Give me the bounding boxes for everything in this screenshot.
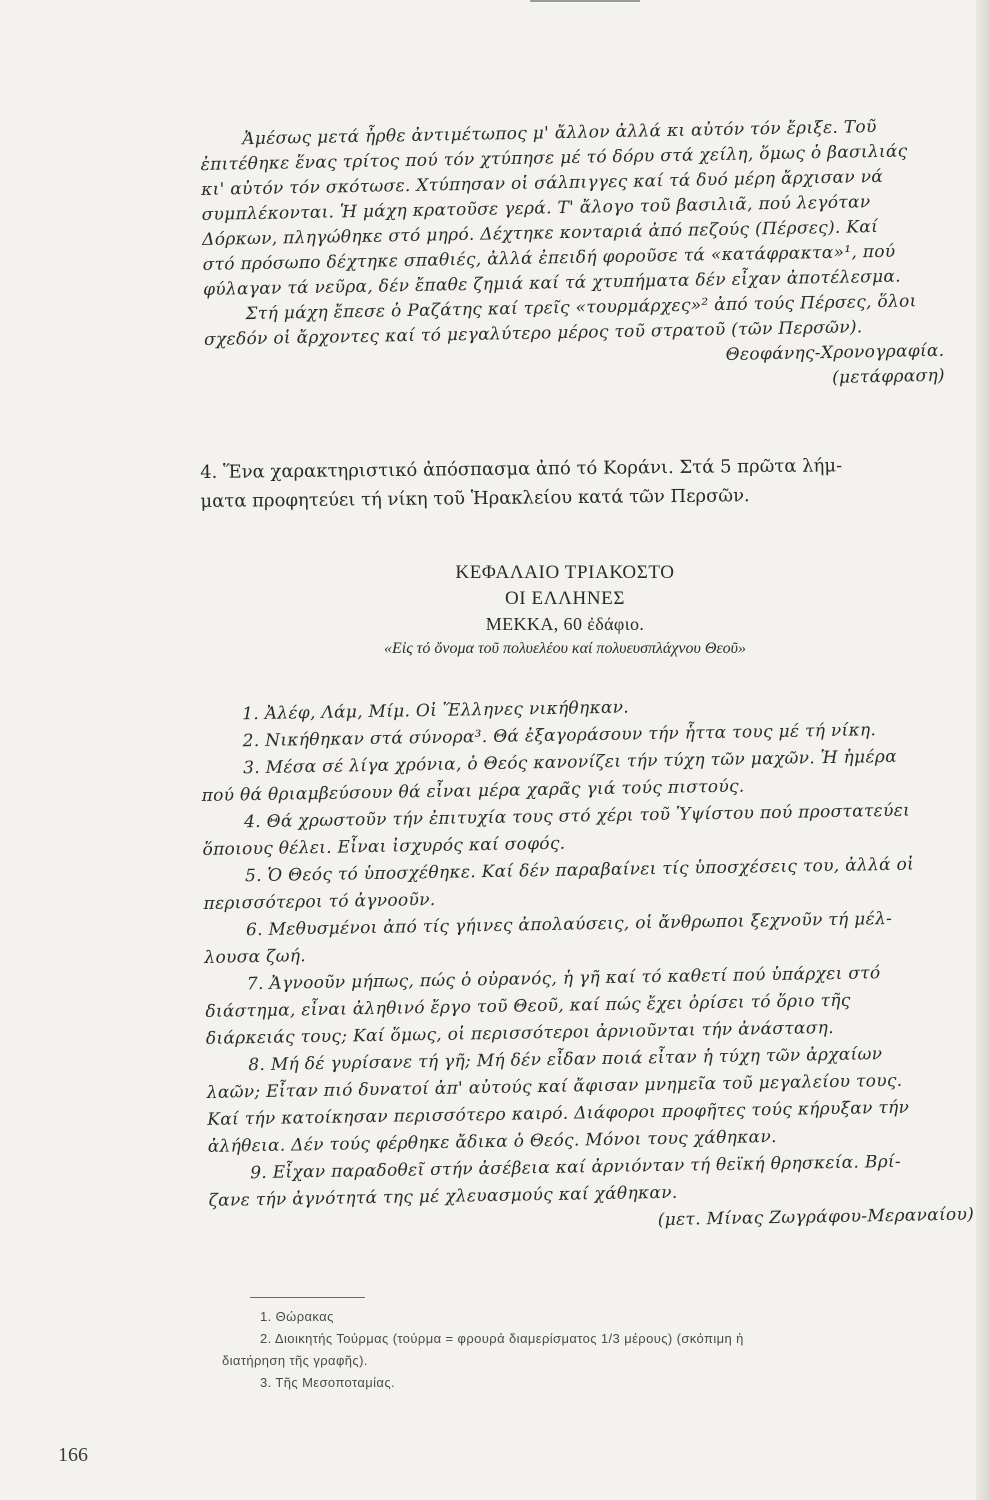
chapter-location: ΜΕΚΚΑ, 60 ἐδάφιο. — [485, 614, 645, 634]
translator-credit: (μετ. Μίνας Ζωγράφου-Μεραναίου) — [657, 1204, 975, 1231]
quote-source: Θεοφάνης-Χρονογραφία. — [725, 340, 945, 365]
footnote: 3. Τῆς Μεσοποταμίας. — [260, 1375, 396, 1390]
verse-line: 6. Μεθυσμένοι ἀπό τίς γήινες ἀπολαύσεις, οἱ ἄνθρωποι ξεχνοῦν τή μέλ- — [245, 908, 893, 941]
chapter-invocation: «Εἰς τό ὄνομα τοῦ πολυελέου καί πολυευσπλάχνου Θεοῦ» — [383, 640, 747, 657]
verse-line: 2. Νικήθηκαν στά σύνορα³. Θά ἐξαγοράσουν τήν ἧττα τους μέ τή νίκη. — [242, 720, 877, 752]
footnote-rule — [250, 1297, 365, 1298]
chapter-title: ΚΕΦΑΛΑΙΟ ΤΡΙΑΚΟΣΤΟ — [455, 562, 675, 583]
verse-line: πού θά θριαμβεύσουν θά εἶναι μέρα χαρᾶς γιά τούς πιστούς. — [201, 776, 745, 806]
footnote: διατήρηση τῆς γραφῆς). — [222, 1353, 368, 1368]
chronicle-quote — [200, 113, 965, 403]
note-4 — [200, 450, 961, 516]
verse-line: 9. Εἶχαν παραδοθεῖ στήν ἀσέβεια καί ἀρνιόνταν τή θεϊκή θρησκεία. Βρί- — [250, 1151, 902, 1184]
footnote: 1. Θώρακας — [260, 1309, 334, 1324]
verse-line: λουσα ζωή. — [204, 946, 307, 968]
page-edge-shadow — [976, 0, 990, 1500]
chapter-subtitle: ΟΙ ΕΛΛΗΝΕΣ — [504, 588, 626, 609]
quote-line: κι' αὐτόν τόν σκότωσε. Χτύπησαν οἱ σάλπιγγες καί τά δυό μέρη ἄρχισαν νά — [200, 166, 884, 200]
page-number: 166 — [58, 1444, 88, 1466]
quote-line: συμπλέκονται. Ἡ μάχη κρατοῦσε γερά. Τ' ἄλογο τοῦ βασιλιᾶ, πού λεγόταν — [201, 192, 871, 225]
quote-line: σχεδόν οἱ ἄρχοντες καί τό μεγαλύτερο μέρος τοῦ στρατοῦ (τῶν Περσῶν). — [203, 317, 863, 350]
verse-line: ὅποιους θέλει. Εἶναι ἰσχυρός καί σοφός. — [202, 833, 566, 860]
footnotes — [222, 1306, 972, 1394]
top-edge-mark — [530, 0, 640, 2]
note-4-line: 4. Ἕνα χαρακτηριστικό ἀπόσπασμα ἀπό τό Κοράνι. Στά 5 πρῶτα λήμ- — [200, 455, 843, 483]
verse-line: διάρκειάς τους; Καί ὅμως, οἱ περισσότεροι ἀρνιοῦνται τήν ἀνάσταση. — [205, 1017, 834, 1049]
verse-line: διάστημα, εἶναι ἀληθινό ἔργο τοῦ Θεοῦ, καί πώς ἔχει ὁρίσει τό ὅριο τῆς — [205, 990, 851, 1022]
koran-verses — [200, 689, 974, 1242]
quote-line: Ἀμέσως μετά ἦρθε ἀντιμέτωπος μ' ἄλλον ἀλλά κι αὐτόν τόν ἔριξε. Τοῦ — [242, 117, 877, 150]
quote-line: φύλαγαν τά νεῦρα, δέν ἔπαθε ζημιά καί τά χτυπήματα δέν εἶχαν ἀποτέλεσμα. — [202, 266, 902, 300]
verse-line: 7. Ἀγνοοῦν μήπως, πώς ὁ οὐρανός, ἡ γῆ καί τό καθετί πού ὑπάρχει στό — [246, 963, 881, 995]
verse-line: 5. Ὁ Θεός τό ὑποσχέθηκε. Καί δέν παραβαίνει τίς ὑποσχέσεις του, ἀλλά οἱ — [244, 854, 915, 887]
quote-line: ἐπιτέθηκε ἕνας τρίτος πού τόν χτύπησε μέ τό δόρυ στά χείλη, ὅμως ὁ βασιλιάς — [200, 141, 908, 175]
quote-line: Δόρκων, πληγώθηκε στό μηρό. Δέχτηκε κονταριά ἀπό πεζούς (Πέρσες). Καί — [201, 217, 879, 250]
verse-line: περισσότεροι τό ἀγνοοῦν. — [203, 889, 436, 914]
verse-line: ἀλήθεια. Δέν τούς φέρθηκε ἄδικα ὁ Θεός. Μόνοι τους χάθηκαν. — [207, 1127, 777, 1157]
note-4-line: ματα προφητεύει τή νίκη τοῦ Ἡρακλείου κατά τῶν Περσῶν. — [200, 485, 750, 512]
verse-line: 4. Θά χρωστοῦν τήν ἐπιτυχία τους στό χέρι τοῦ Ὑψίστου πού προστατεύει — [243, 800, 911, 833]
verse-line: Καί τήν κατοίκησαν περισσότερο καιρό. Διάφοροι προφῆτες τούς κήρυξαν τήν — [207, 1097, 910, 1130]
verse-line: 1. Ἀλέφ, Λάμ, Μίμ. Οἱ Ἕλληνες νικήθηκαν. — [242, 697, 630, 725]
footnote: 2. Διοικητής Τούρμας (τούρμα = φρουρά διαμερίσματος 1/3 μέρους) (σκόπιμη ἡ — [260, 1331, 744, 1346]
quote-line: στό πρόσωπο δέχτηκε σπαθιές, ἀλλά ἐπειδή φοροῦσε τά «κατάφρακτα»¹, πού — [202, 241, 896, 275]
verse-line: λαῶν; Εἶταν πιό δυνατοί ἀπ' αὐτούς καί ἄφισαν μνημεῖα τοῦ μεγαλείου τους. — [206, 1070, 903, 1103]
verse-line: 8. Μή δέ γυρίσανε τή γῆ; Μή δέν εἶδαν ποιά εἶταν ἡ τύχη τῶν ἀρχαίων — [248, 1044, 883, 1076]
quote-translation-note: (μετάφραση) — [831, 365, 946, 388]
quote-line: Στή μάχη ἔπεσε ὁ Ραζάτης καί τρεῖς «τουρμάρχες»² ἀπό τούς Πέρσες, ὅλοι — [245, 291, 917, 325]
verse-line: ζανε τήν ἀγνότητά της μέ χλευασμούς καί χάθηκαν. — [208, 1182, 678, 1211]
verse-line: 3. Μέσα σέ λίγα χρόνια, ὁ Θεός κανονίζει τήν τύχη τῶν μαχῶν. Ἡ ἡμέρα — [242, 746, 898, 779]
chapter-header — [330, 562, 800, 666]
